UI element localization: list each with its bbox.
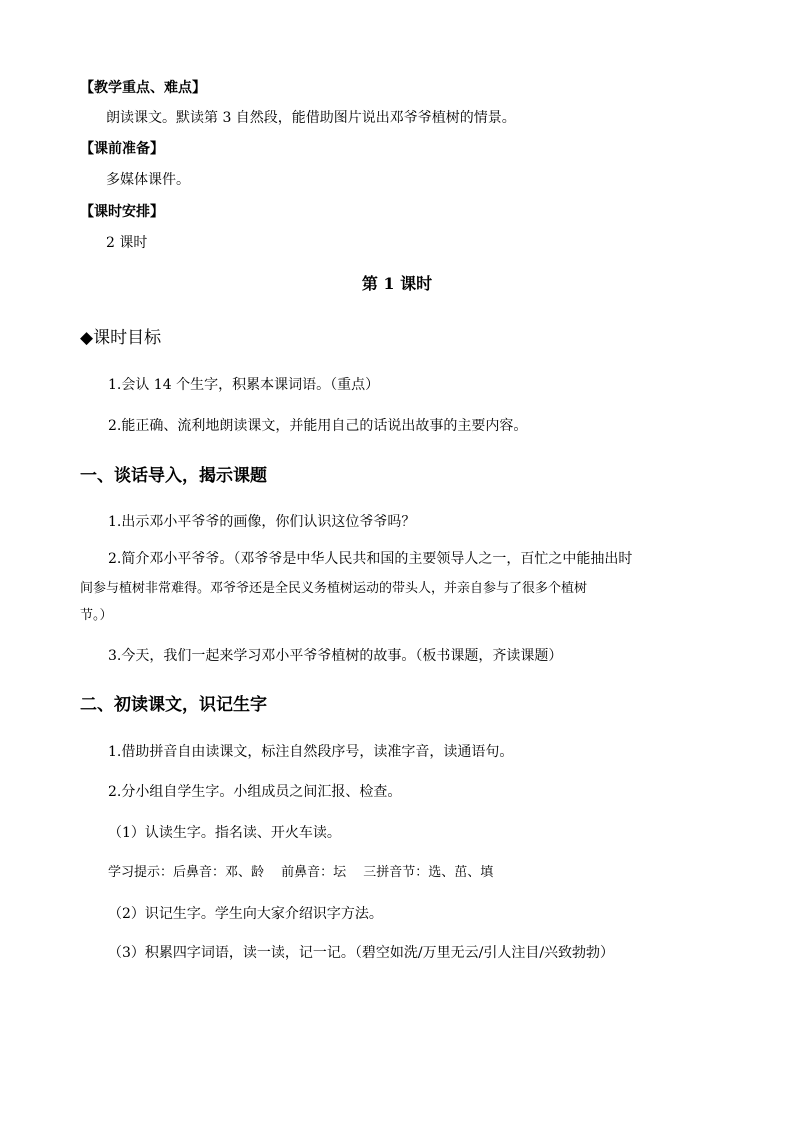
- part1-item-cont: 节。）: [80, 608, 113, 623]
- goals-heading: ◆课时目标: [80, 328, 162, 348]
- part1-item: 2.简介邓小平爷爷。（邓爷爷是中华人民共和国的主要领导人之一，百忙之中能抽出时: [108, 551, 633, 567]
- schedule-text: 2 课时: [106, 235, 148, 251]
- prep-text: 多媒体课件。: [106, 172, 190, 188]
- part1-heading: 一、谈话导入，揭示课题: [80, 466, 267, 486]
- part2-sub: （1）认读生字。指名读、开火车读。: [108, 825, 341, 841]
- focus-heading: 【教学重点、难点】: [80, 80, 206, 96]
- goal-item: 2.能正确、流利地朗读课文，并能用自己的话说出故事的主要内容。: [108, 418, 528, 434]
- prep-heading: 【课前准备】: [80, 141, 164, 157]
- learning-tip: 学习提示：后鼻音：邓、龄 前鼻音：坛 三拼音节：选、茁、填: [108, 865, 494, 880]
- part2-heading: 二、初读课文，识记生字: [80, 695, 267, 715]
- part1-item: 3.今天，我们一起来学习邓小平爷爷植树的故事。（板书课题，齐读课题）: [108, 648, 563, 664]
- schedule-heading: 【课时安排】: [80, 204, 164, 220]
- part2-sub: （2）识记生字。学生向大家介绍识字方法。: [108, 906, 383, 922]
- goal-item: 1.会认 14 个生字，积累本课词语。（重点）: [108, 377, 380, 393]
- focus-text: 朗读课文。默读第 3 自然段，能借助图片说出邓爷爷植树的情景。: [106, 110, 516, 126]
- part1-item-cont: 间参与植树非常难得。邓爷爷还是全民义务植树运动的带头人，并亲自参与了很多个植树: [80, 581, 588, 596]
- part2-item: 2.分小组自学生字。小组成员之间汇报、检查。: [108, 784, 402, 800]
- part1-item: 1.出示邓小平爷爷的画像，你们认识这位爷爷吗？: [108, 514, 416, 530]
- lesson-title: 第 1 课时: [361, 274, 433, 293]
- part2-item: 1.借助拼音自由读课文，标注自然段序号，读准字音，读通语句。: [108, 744, 514, 760]
- part2-sub: （3）积累四字词语，读一读，记一记。（碧空如洗/万里无云/引人注目/兴致勃勃）: [108, 945, 615, 961]
